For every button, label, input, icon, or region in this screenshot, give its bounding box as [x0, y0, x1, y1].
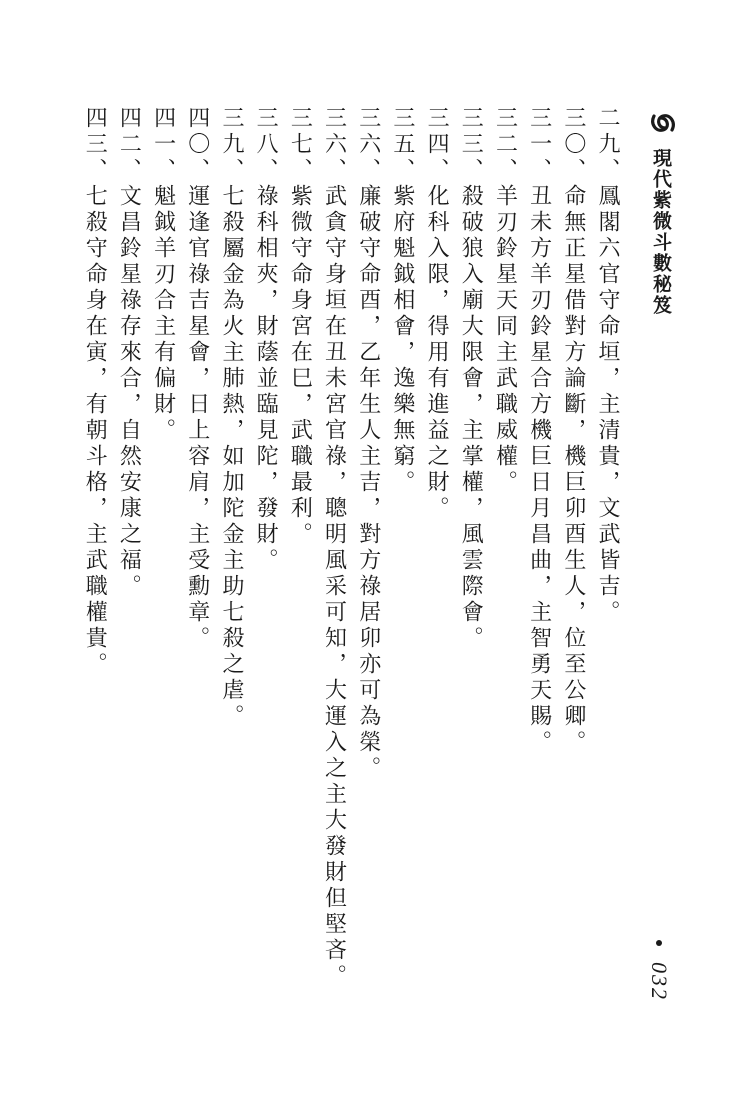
text-column: 三三、殺破狼入廟大限會，主掌權，風雲際會。 [458, 106, 484, 652]
text-column: 四〇、運逢官祿吉星會，日上容肩，主受勳章。 [184, 106, 210, 652]
text-column: 二九、鳳閣六官守命垣，主清貴，文武皆吉。 [595, 106, 620, 626]
text-column: 三六、廉破守命酉，乙年生人主吉，對方祿居卯亦可為榮。 [355, 106, 381, 782]
text-column: 三二、羊刃鈴星天同主武職威權。 [492, 106, 518, 496]
text-column: 三四、化科入限，得用有進益之財。 [424, 106, 450, 522]
text-column: 四三、七殺守命身在寅，有朝斗格，主武職權貴。 [82, 106, 108, 678]
text-column: 四一、魁鉞羊刃合主有偏財。 [150, 106, 176, 444]
text-body [82, 106, 620, 990]
book-logo-icon [646, 106, 680, 140]
text-column: 三八、祿科相夾，財蔭並臨見陀，發財。 [253, 106, 279, 574]
page-number-dot [656, 940, 662, 946]
text-column: 三六、武貪守身垣在丑未宮官祿，聰明風采可知，大運入之主大發財但堅吝。 [321, 106, 347, 990]
page-number: 032 [647, 962, 672, 1001]
text-column: 四二、文昌鈴星祿存來合，自然安康之福。 [116, 106, 142, 600]
text-column: 三〇、命無正星借對方論斷，機巨卯酉生人，位至公卿。 [560, 106, 586, 756]
text-column: 三五、紫府魁鉞相會，逸樂無窮。 [389, 106, 415, 496]
text-column: 三七、紫微守命身宮在巳，武職最利。 [287, 106, 313, 548]
book-title: 現代紫微斗數秘笈 [650, 148, 672, 316]
text-column: 三一、丑未方羊刃鈴星合方機巨日月昌曲，主智勇天賜。 [526, 106, 552, 756]
text-column: 三九、七殺屬金為火主肺熱，如加陀金主助七殺之虐。 [218, 106, 244, 730]
